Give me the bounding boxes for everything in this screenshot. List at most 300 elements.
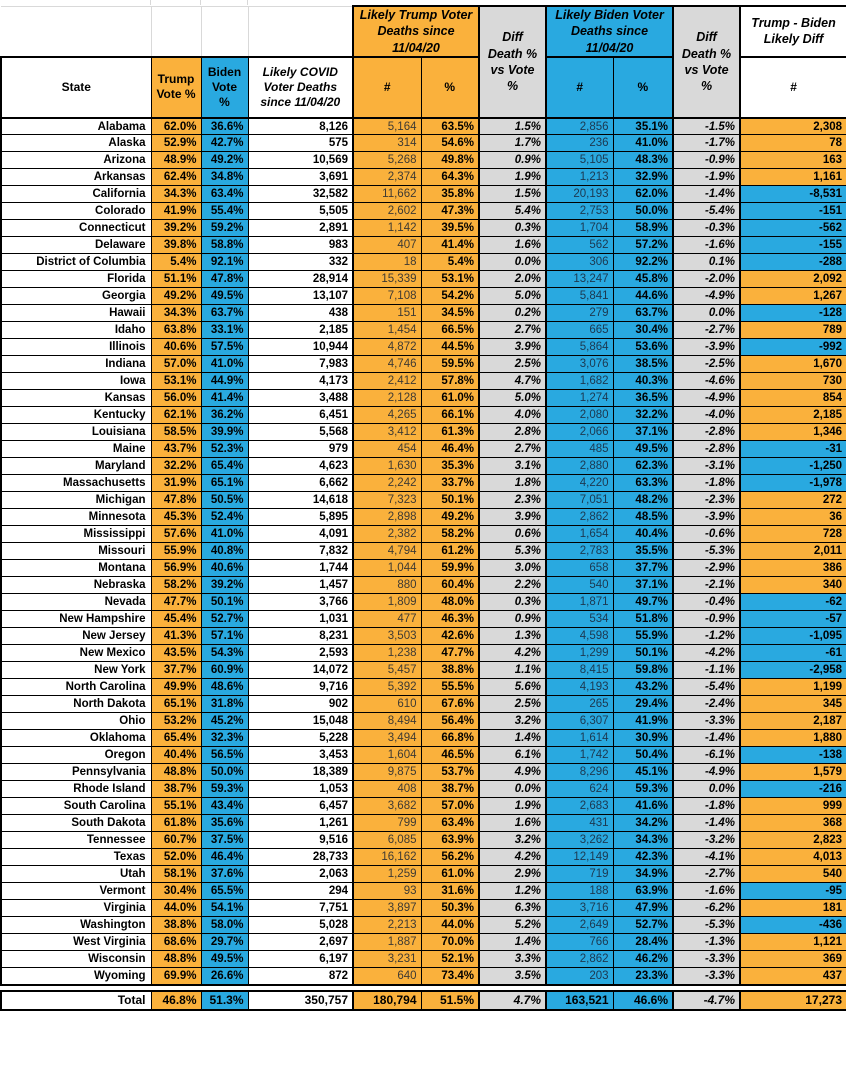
state-header: State xyxy=(1,57,151,118)
cell-biden-diff-pct: -1.1% xyxy=(673,662,740,679)
table-row xyxy=(1,169,846,186)
cell-biden-deaths-pct: 59.8% xyxy=(613,662,673,679)
cell-trump-deaths-num: 7,108 xyxy=(353,288,421,305)
cell-trump-deaths-pct: 67.6% xyxy=(421,696,479,713)
cell-biden-deaths-pct: 48.3% xyxy=(613,152,673,169)
cell-biden-deaths-pct: 45.8% xyxy=(613,271,673,288)
cell-biden-vote-pct: 36.2% xyxy=(201,407,248,424)
cell-biden-diff-pct: 0.0% xyxy=(673,305,740,322)
cell-covid-deaths: 8,231 xyxy=(248,628,353,645)
cell-trump-deaths-pct: 46.3% xyxy=(421,611,479,628)
cell-trump-diff-pct: 1.5% xyxy=(479,118,546,135)
cell-biden-deaths-num: 2,862 xyxy=(546,509,613,526)
cell-biden-diff-pct: -2.8% xyxy=(673,441,740,458)
cell-state: District of Columbia xyxy=(1,254,151,271)
cell-net-diff: 163 xyxy=(740,152,846,169)
cell-trump-vote-pct: 65.1% xyxy=(151,696,201,713)
cell-trump-vote-pct: 40.4% xyxy=(151,747,201,764)
cell-covid-deaths: 3,766 xyxy=(248,594,353,611)
cell-biden-deaths-pct: 38.5% xyxy=(613,356,673,373)
cell-state: Alabama xyxy=(1,118,151,135)
cell-net-diff: -992 xyxy=(740,339,846,356)
cell-biden-diff-pct: -4.0% xyxy=(673,407,740,424)
cell-biden-diff-pct: -5.3% xyxy=(673,917,740,934)
cell-trump-deaths-pct: 48.0% xyxy=(421,594,479,611)
cell-biden-diff-pct: -4.9% xyxy=(673,764,740,781)
cell-biden-deaths-pct: 23.3% xyxy=(613,968,673,985)
table-row xyxy=(1,679,846,696)
table-row xyxy=(1,781,846,798)
cell-trump-deaths-num: 3,412 xyxy=(353,424,421,441)
gridline xyxy=(150,0,151,5)
cell-trump-deaths-pct: 64.3% xyxy=(421,169,479,186)
cell-trump-deaths-pct: 54.2% xyxy=(421,288,479,305)
cell-biden-deaths-pct: 30.9% xyxy=(613,730,673,747)
cell-trump-vote-pct: 46.8% xyxy=(151,991,201,1010)
cell-trump-deaths-pct: 44.5% xyxy=(421,339,479,356)
cell-trump-vote-pct: 56.0% xyxy=(151,390,201,407)
cell-trump-diff-pct: 0.6% xyxy=(479,526,546,543)
table-row xyxy=(1,849,846,866)
cell-biden-vote-pct: 49.5% xyxy=(201,951,248,968)
cell-biden-deaths-pct: 42.3% xyxy=(613,849,673,866)
cell-biden-diff-pct: -3.3% xyxy=(673,713,740,730)
cell-trump-deaths-pct: 53.1% xyxy=(421,271,479,288)
cell-biden-vote-pct: 65.5% xyxy=(201,883,248,900)
total-row xyxy=(1,991,846,1010)
table-row xyxy=(1,271,846,288)
cell-biden-deaths-pct: 34.3% xyxy=(613,832,673,849)
cell-trump-diff-pct: 3.5% xyxy=(479,968,546,985)
cell-biden-vote-pct: 39.9% xyxy=(201,424,248,441)
cell-trump-vote-pct: 55.1% xyxy=(151,798,201,815)
cell-state: Nevada xyxy=(1,594,151,611)
cell-biden-deaths-num: 540 xyxy=(546,577,613,594)
cell-trump-vote-pct: 45.3% xyxy=(151,509,201,526)
cell-biden-diff-pct: -1.4% xyxy=(673,730,740,747)
cell-biden-vote-pct: 42.7% xyxy=(201,135,248,152)
cell-covid-deaths: 18,389 xyxy=(248,764,353,781)
table-row xyxy=(1,509,846,526)
cell-state: Illinois xyxy=(1,339,151,356)
cell-covid-deaths: 4,091 xyxy=(248,526,353,543)
cell-trump-diff-pct: 5.0% xyxy=(479,390,546,407)
cell-trump-deaths-num: 93 xyxy=(353,883,421,900)
cell-covid-deaths: 438 xyxy=(248,305,353,322)
table-row xyxy=(1,254,846,271)
table-row xyxy=(1,305,846,322)
cell-trump-deaths-pct: 31.6% xyxy=(421,883,479,900)
cell-trump-diff-pct: 2.3% xyxy=(479,492,546,509)
cell-trump-diff-pct: 4.0% xyxy=(479,407,546,424)
table-row xyxy=(1,968,846,985)
cell-trump-deaths-pct: 47.3% xyxy=(421,203,479,220)
cell-covid-deaths: 6,451 xyxy=(248,407,353,424)
blank-cell xyxy=(1,6,151,57)
cell-biden-deaths-pct: 49.5% xyxy=(613,441,673,458)
cell-biden-deaths-num: 306 xyxy=(546,254,613,271)
cell-net-diff: 1,670 xyxy=(740,356,846,373)
cell-biden-deaths-num: 1,274 xyxy=(546,390,613,407)
cell-state: North Dakota xyxy=(1,696,151,713)
cell-trump-deaths-num: 15,339 xyxy=(353,271,421,288)
table-row xyxy=(1,186,846,203)
cell-biden-deaths-pct: 57.2% xyxy=(613,237,673,254)
cell-trump-deaths-num: 880 xyxy=(353,577,421,594)
cell-biden-vote-pct: 44.9% xyxy=(201,373,248,390)
cell-trump-vote-pct: 53.2% xyxy=(151,713,201,730)
cell-biden-deaths-num: 6,307 xyxy=(546,713,613,730)
cell-biden-deaths-pct: 46.6% xyxy=(613,991,673,1010)
cell-trump-vote-pct: 58.2% xyxy=(151,577,201,594)
cell-trump-deaths-pct: 50.1% xyxy=(421,492,479,509)
cell-trump-vote-pct: 37.7% xyxy=(151,662,201,679)
cell-state: Kansas xyxy=(1,390,151,407)
cell-biden-vote-pct: 41.4% xyxy=(201,390,248,407)
cell-net-diff: 272 xyxy=(740,492,846,509)
cell-state: Wyoming xyxy=(1,968,151,985)
cell-trump-diff-pct: 2.5% xyxy=(479,696,546,713)
cell-trump-diff-pct: 0.9% xyxy=(479,152,546,169)
cell-trump-deaths-pct: 33.7% xyxy=(421,475,479,492)
table-row xyxy=(1,594,846,611)
cell-biden-vote-pct: 35.6% xyxy=(201,815,248,832)
cell-trump-deaths-pct: 63.9% xyxy=(421,832,479,849)
cell-covid-deaths: 3,453 xyxy=(248,747,353,764)
cell-state: Michigan xyxy=(1,492,151,509)
cell-trump-deaths-num: 4,746 xyxy=(353,356,421,373)
cell-biden-deaths-num: 1,654 xyxy=(546,526,613,543)
cell-state: Maryland xyxy=(1,458,151,475)
cell-biden-diff-pct: -2.7% xyxy=(673,866,740,883)
cell-trump-deaths-num: 8,494 xyxy=(353,713,421,730)
cell-biden-deaths-pct: 32.9% xyxy=(613,169,673,186)
cell-trump-diff-pct: 1.9% xyxy=(479,169,546,186)
cell-biden-vote-pct: 40.8% xyxy=(201,543,248,560)
table-row xyxy=(1,747,846,764)
cell-biden-vote-pct: 59.3% xyxy=(201,781,248,798)
cell-trump-vote-pct: 43.5% xyxy=(151,645,201,662)
cell-biden-deaths-pct: 35.5% xyxy=(613,543,673,560)
cell-covid-deaths: 6,197 xyxy=(248,951,353,968)
cell-net-diff: -61 xyxy=(740,645,846,662)
table-row xyxy=(1,662,846,679)
cell-covid-deaths: 3,691 xyxy=(248,169,353,186)
cell-biden-deaths-num: 7,051 xyxy=(546,492,613,509)
cell-biden-deaths-pct: 58.9% xyxy=(613,220,673,237)
cell-biden-deaths-num: 5,864 xyxy=(546,339,613,356)
cell-biden-deaths-pct: 44.6% xyxy=(613,288,673,305)
cell-trump-vote-pct: 34.3% xyxy=(151,186,201,203)
cell-trump-deaths-pct: 51.5% xyxy=(421,991,479,1010)
header-row-groups xyxy=(1,6,846,57)
trump-deaths-num-header: # xyxy=(353,57,421,118)
cell-trump-vote-pct: 45.4% xyxy=(151,611,201,628)
cell-biden-deaths-num: 163,521 xyxy=(546,991,613,1010)
cell-net-diff: 2,823 xyxy=(740,832,846,849)
cell-trump-deaths-num: 2,242 xyxy=(353,475,421,492)
cell-covid-deaths: 7,983 xyxy=(248,356,353,373)
cell-trump-vote-pct: 43.7% xyxy=(151,441,201,458)
cell-trump-vote-pct: 62.4% xyxy=(151,169,201,186)
table-row xyxy=(1,322,846,339)
cell-trump-deaths-num: 1,604 xyxy=(353,747,421,764)
cell-trump-vote-pct: 53.1% xyxy=(151,373,201,390)
cell-net-diff: 1,346 xyxy=(740,424,846,441)
cell-biden-deaths-pct: 36.5% xyxy=(613,390,673,407)
cell-covid-deaths: 5,028 xyxy=(248,917,353,934)
cell-biden-vote-pct: 40.6% xyxy=(201,560,248,577)
cell-trump-deaths-pct: 63.4% xyxy=(421,815,479,832)
cell-net-diff: 340 xyxy=(740,577,846,594)
biden-deaths-group-header: Likely Biden Voter Deaths since 11/04/20 xyxy=(546,6,673,57)
top-margin xyxy=(0,0,846,5)
cell-biden-vote-pct: 57.1% xyxy=(201,628,248,645)
cell-trump-diff-pct: 4.7% xyxy=(479,991,546,1010)
cell-covid-deaths: 2,063 xyxy=(248,866,353,883)
cell-trump-diff-pct: 3.0% xyxy=(479,560,546,577)
cell-state: Iowa xyxy=(1,373,151,390)
cell-biden-diff-pct: -2.5% xyxy=(673,356,740,373)
cell-biden-diff-pct: -1.8% xyxy=(673,798,740,815)
cell-trump-deaths-num: 3,494 xyxy=(353,730,421,747)
table-row xyxy=(1,373,846,390)
table-row xyxy=(1,492,846,509)
cell-trump-deaths-num: 2,128 xyxy=(353,390,421,407)
cell-trump-diff-pct: 2.0% xyxy=(479,271,546,288)
cell-biden-vote-pct: 29.7% xyxy=(201,934,248,951)
biden-diff-header: Diff Death % vs Vote % xyxy=(673,6,740,118)
cell-biden-vote-pct: 65.4% xyxy=(201,458,248,475)
cell-biden-deaths-num: 12,149 xyxy=(546,849,613,866)
cell-net-diff: -2,958 xyxy=(740,662,846,679)
cell-trump-diff-pct: 3.2% xyxy=(479,713,546,730)
cell-trump-diff-pct: 5.4% xyxy=(479,203,546,220)
cell-biden-deaths-pct: 40.4% xyxy=(613,526,673,543)
cell-net-diff: 2,187 xyxy=(740,713,846,730)
cell-biden-diff-pct: -1.4% xyxy=(673,815,740,832)
cell-trump-deaths-num: 4,265 xyxy=(353,407,421,424)
table-row xyxy=(1,441,846,458)
table-row xyxy=(1,866,846,883)
cell-trump-diff-pct: 4.2% xyxy=(479,849,546,866)
cell-biden-deaths-num: 2,862 xyxy=(546,951,613,968)
table-row xyxy=(1,543,846,560)
cell-biden-vote-pct: 47.8% xyxy=(201,271,248,288)
cell-trump-vote-pct: 57.0% xyxy=(151,356,201,373)
cell-trump-vote-pct: 41.9% xyxy=(151,203,201,220)
cell-biden-deaths-pct: 34.2% xyxy=(613,815,673,832)
cell-trump-diff-pct: 2.8% xyxy=(479,424,546,441)
cell-biden-deaths-num: 188 xyxy=(546,883,613,900)
cell-net-diff: 730 xyxy=(740,373,846,390)
cell-trump-diff-pct: 2.7% xyxy=(479,441,546,458)
cell-biden-diff-pct: -2.1% xyxy=(673,577,740,594)
cell-biden-deaths-num: 1,742 xyxy=(546,747,613,764)
cell-covid-deaths: 3,488 xyxy=(248,390,353,407)
blank-cell xyxy=(248,6,353,57)
cell-biden-deaths-pct: 37.7% xyxy=(613,560,673,577)
table-row xyxy=(1,458,846,475)
cell-biden-deaths-pct: 29.4% xyxy=(613,696,673,713)
cell-trump-deaths-pct: 61.3% xyxy=(421,424,479,441)
cell-trump-diff-pct: 1.4% xyxy=(479,934,546,951)
cell-trump-vote-pct: 68.6% xyxy=(151,934,201,951)
cell-net-diff: -1,250 xyxy=(740,458,846,475)
cell-biden-diff-pct: -3.3% xyxy=(673,968,740,985)
gridline xyxy=(200,0,201,5)
cell-state: New Hampshire xyxy=(1,611,151,628)
cell-covid-deaths: 1,457 xyxy=(248,577,353,594)
cell-net-diff: -562 xyxy=(740,220,846,237)
cell-net-diff: 999 xyxy=(740,798,846,815)
cell-biden-vote-pct: 34.8% xyxy=(201,169,248,186)
cell-covid-deaths: 979 xyxy=(248,441,353,458)
cell-biden-diff-pct: -1.9% xyxy=(673,169,740,186)
cell-biden-vote-pct: 59.2% xyxy=(201,220,248,237)
cell-biden-deaths-pct: 52.7% xyxy=(613,917,673,934)
cell-biden-vote-pct: 55.4% xyxy=(201,203,248,220)
cell-covid-deaths: 4,173 xyxy=(248,373,353,390)
cell-covid-deaths: 32,582 xyxy=(248,186,353,203)
cell-trump-vote-pct: 31.9% xyxy=(151,475,201,492)
cell-biden-vote-pct: 50.1% xyxy=(201,594,248,611)
cell-trump-deaths-pct: 59.9% xyxy=(421,560,479,577)
table-row xyxy=(1,339,846,356)
cell-state: Indiana xyxy=(1,356,151,373)
table-row xyxy=(1,356,846,373)
cell-biden-vote-pct: 58.8% xyxy=(201,237,248,254)
cell-state: Total xyxy=(1,991,151,1010)
cell-biden-diff-pct: -0.9% xyxy=(673,152,740,169)
cell-trump-deaths-num: 3,897 xyxy=(353,900,421,917)
cell-trump-vote-pct: 34.3% xyxy=(151,305,201,322)
cell-biden-diff-pct: -0.3% xyxy=(673,220,740,237)
cell-state: Oregon xyxy=(1,747,151,764)
cell-trump-diff-pct: 5.2% xyxy=(479,917,546,934)
cell-net-diff: 437 xyxy=(740,968,846,985)
cell-state: Ohio xyxy=(1,713,151,730)
cell-trump-vote-pct: 57.6% xyxy=(151,526,201,543)
cell-trump-deaths-pct: 41.4% xyxy=(421,237,479,254)
cell-biden-vote-pct: 63.7% xyxy=(201,305,248,322)
cell-trump-diff-pct: 1.3% xyxy=(479,628,546,645)
cell-trump-vote-pct: 48.9% xyxy=(151,152,201,169)
cell-state: Minnesota xyxy=(1,509,151,526)
cell-state: Massachusetts xyxy=(1,475,151,492)
cell-net-diff: 181 xyxy=(740,900,846,917)
cell-trump-deaths-pct: 55.5% xyxy=(421,679,479,696)
cell-state: New York xyxy=(1,662,151,679)
cell-net-diff: -95 xyxy=(740,883,846,900)
cell-trump-deaths-pct: 35.3% xyxy=(421,458,479,475)
cell-trump-diff-pct: 5.6% xyxy=(479,679,546,696)
cell-biden-deaths-num: 562 xyxy=(546,237,613,254)
cell-trump-deaths-num: 2,213 xyxy=(353,917,421,934)
cell-trump-diff-pct: 2.7% xyxy=(479,322,546,339)
cell-trump-diff-pct: 0.9% xyxy=(479,611,546,628)
cell-covid-deaths: 5,505 xyxy=(248,203,353,220)
cell-biden-deaths-num: 2,753 xyxy=(546,203,613,220)
cell-trump-deaths-num: 1,630 xyxy=(353,458,421,475)
cell-trump-deaths-pct: 70.0% xyxy=(421,934,479,951)
cell-biden-deaths-pct: 40.3% xyxy=(613,373,673,390)
cell-biden-diff-pct: -1.4% xyxy=(673,186,740,203)
cell-net-diff: -8,531 xyxy=(740,186,846,203)
table-row xyxy=(1,577,846,594)
cell-net-diff: 36 xyxy=(740,509,846,526)
cell-biden-vote-pct: 52.4% xyxy=(201,509,248,526)
cell-trump-deaths-pct: 56.4% xyxy=(421,713,479,730)
cell-biden-deaths-pct: 32.2% xyxy=(613,407,673,424)
cell-biden-deaths-num: 719 xyxy=(546,866,613,883)
cell-trump-deaths-num: 5,457 xyxy=(353,662,421,679)
cell-trump-deaths-num: 1,887 xyxy=(353,934,421,951)
cell-trump-vote-pct: 65.4% xyxy=(151,730,201,747)
cell-trump-deaths-pct: 47.7% xyxy=(421,645,479,662)
cell-net-diff: 386 xyxy=(740,560,846,577)
table-row xyxy=(1,237,846,254)
cell-biden-deaths-num: 1,299 xyxy=(546,645,613,662)
cell-biden-diff-pct: -2.0% xyxy=(673,271,740,288)
cell-biden-deaths-num: 485 xyxy=(546,441,613,458)
cell-trump-deaths-num: 5,164 xyxy=(353,118,421,135)
cell-biden-diff-pct: -0.4% xyxy=(673,594,740,611)
cell-trump-diff-pct: 6.3% xyxy=(479,900,546,917)
cell-net-diff: -128 xyxy=(740,305,846,322)
cell-biden-deaths-pct: 41.6% xyxy=(613,798,673,815)
cell-covid-deaths: 872 xyxy=(248,968,353,985)
cell-trump-diff-pct: 0.3% xyxy=(479,220,546,237)
cell-state: Montana xyxy=(1,560,151,577)
cell-state: Maine xyxy=(1,441,151,458)
cell-trump-vote-pct: 38.8% xyxy=(151,917,201,934)
cell-biden-vote-pct: 54.1% xyxy=(201,900,248,917)
cell-biden-deaths-num: 5,841 xyxy=(546,288,613,305)
cell-trump-vote-pct: 69.9% xyxy=(151,968,201,985)
cell-trump-deaths-num: 640 xyxy=(353,968,421,985)
cell-net-diff: 368 xyxy=(740,815,846,832)
cell-biden-vote-pct: 52.3% xyxy=(201,441,248,458)
cell-covid-deaths: 7,832 xyxy=(248,543,353,560)
cell-net-diff: 1,267 xyxy=(740,288,846,305)
cell-covid-deaths: 28,733 xyxy=(248,849,353,866)
cell-trump-vote-pct: 58.1% xyxy=(151,866,201,883)
cell-net-diff: 854 xyxy=(740,390,846,407)
cell-trump-deaths-pct: 44.0% xyxy=(421,917,479,934)
cell-biden-deaths-num: 431 xyxy=(546,815,613,832)
cell-trump-deaths-pct: 61.2% xyxy=(421,543,479,560)
cell-state: California xyxy=(1,186,151,203)
cell-covid-deaths: 5,568 xyxy=(248,424,353,441)
cell-covid-deaths: 6,457 xyxy=(248,798,353,815)
table-row xyxy=(1,628,846,645)
cell-trump-diff-pct: 4.7% xyxy=(479,373,546,390)
cell-covid-deaths: 4,623 xyxy=(248,458,353,475)
cell-biden-deaths-num: 1,614 xyxy=(546,730,613,747)
cell-biden-vote-pct: 41.0% xyxy=(201,526,248,543)
cell-net-diff: -288 xyxy=(740,254,846,271)
cell-trump-diff-pct: 0.0% xyxy=(479,254,546,271)
cell-trump-deaths-num: 1,809 xyxy=(353,594,421,611)
cell-biden-vote-pct: 57.5% xyxy=(201,339,248,356)
cell-biden-diff-pct: 0.1% xyxy=(673,254,740,271)
cell-trump-diff-pct: 3.1% xyxy=(479,458,546,475)
cell-biden-vote-pct: 37.5% xyxy=(201,832,248,849)
cell-state: Colorado xyxy=(1,203,151,220)
cell-biden-diff-pct: -3.9% xyxy=(673,339,740,356)
cell-biden-deaths-num: 658 xyxy=(546,560,613,577)
